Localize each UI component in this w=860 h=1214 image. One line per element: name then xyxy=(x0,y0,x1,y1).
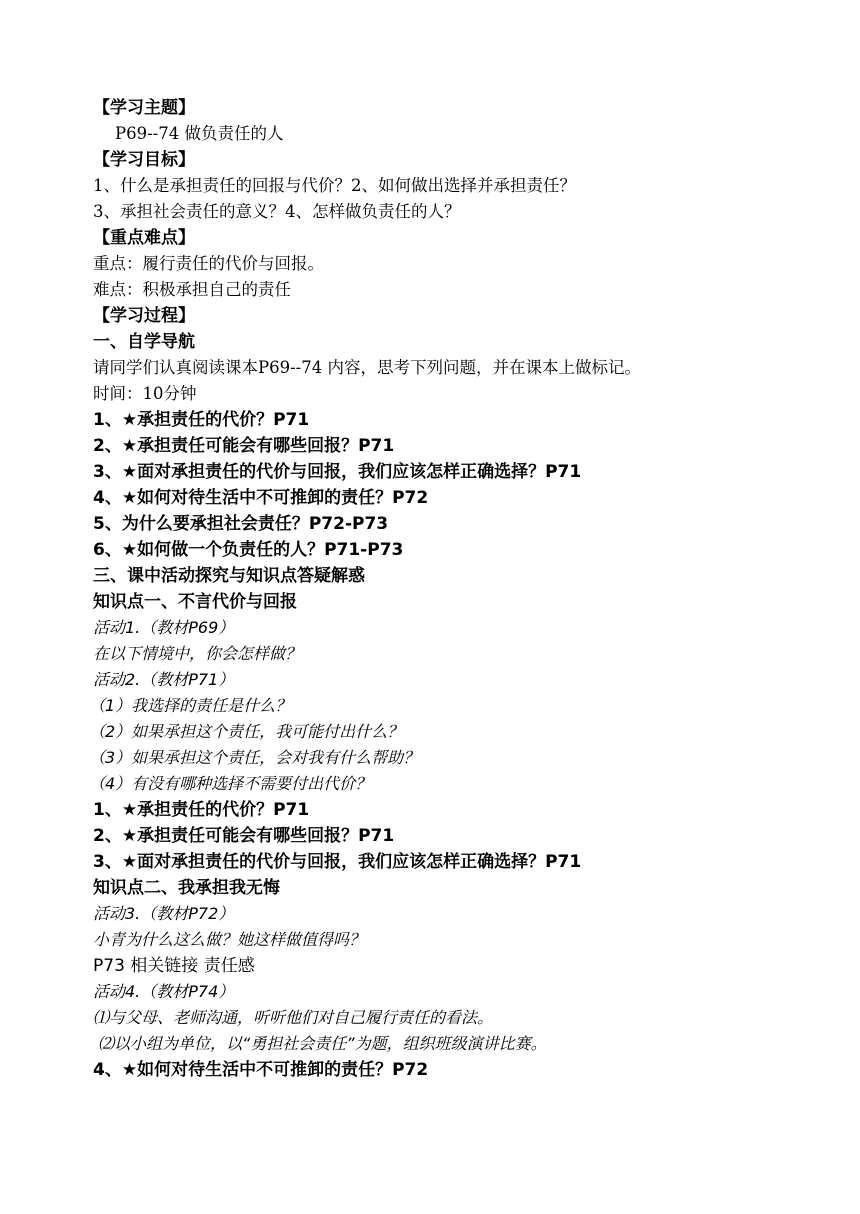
activity-4-label: 活动4.（教材P74） xyxy=(93,982,235,1001)
activity-3-prompt: 小青为什么这么做？她这样做值得吗？ xyxy=(93,930,366,949)
knowledge-point-1-title: 知识点一、不言代价与回报 xyxy=(93,592,297,612)
topic-heading: 【学习主题】 xyxy=(93,98,195,118)
activity-2-item: （1）我选择的责任是什么？ xyxy=(89,696,292,715)
knowledge-point-2-question: 4、★如何对待生活中不可推卸的责任？P72 xyxy=(93,1060,429,1080)
self-study-question: 1、★承担责任的代价？P71 xyxy=(93,410,310,430)
self-study-question: 2、★承担责任可能会有哪些回报？P71 xyxy=(93,436,395,456)
key-point: 重点：履行责任的代价与回报。 xyxy=(93,254,324,273)
related-link: P73 相关链接 责任感 xyxy=(93,956,255,976)
goal-heading: 【学习目标】 xyxy=(93,150,195,170)
key-heading: 【重点难点】 xyxy=(93,228,195,248)
self-study-instruction: 请同学们认真阅读课本P69--74 内容，思考下列问题，并在课本上做标记。 xyxy=(93,358,641,377)
activity-2-item: （2）如果承担这个责任，我可能付出什么？ xyxy=(89,722,404,741)
activity-3-label: 活动3.（教材P72） xyxy=(93,904,235,923)
self-study-question: 3、★面对承担责任的代价与回报，我们应该怎样正确选择？P71 xyxy=(93,462,582,482)
process-heading: 【学习过程】 xyxy=(93,306,195,326)
activity-4-item: ⑵以小组为单位，以“勇担社会责任”为题，组织班级演讲比赛。 xyxy=(98,1034,547,1053)
self-study-question: 6、★如何做一个负责任的人？P71-P73 xyxy=(93,540,404,560)
activity-1-prompt: 在以下情境中，你会怎样做？ xyxy=(93,644,302,663)
goal-line-2: 3、承担社会责任的意义？4、怎样做负责任的人？ xyxy=(93,202,461,221)
knowledge-point-2-title: 知识点二、我承担我无悔 xyxy=(93,878,280,898)
activity-2-label: 活动2.（教材P71） xyxy=(93,670,235,689)
difficult-point: 难点：积极承担自己的责任 xyxy=(93,280,291,299)
self-study-time: 时间：10分钟 xyxy=(93,384,197,403)
self-study-question: 5、为什么要承担社会责任？P72-P73 xyxy=(93,514,389,534)
activity-1-label: 活动1.（教材P69） xyxy=(93,618,235,637)
activity-2-item: （3）如果承担这个责任，会对我有什么帮助？ xyxy=(89,748,420,767)
activity-2-item: （4）有没有哪种选择不需要付出代价？ xyxy=(89,774,372,793)
goal-line-1: 1、什么是承担责任的回报与代价？2、如何做出选择并承担责任？ xyxy=(93,176,576,195)
topic-text: P69--74 做负责任的人 xyxy=(115,124,284,143)
self-study-question: 4、★如何对待生活中不可推卸的责任？P72 xyxy=(93,488,429,508)
activity-4-item: ⑴与父母、老师沟通，听听他们对自己履行责任的看法。 xyxy=(93,1008,494,1027)
self-study-heading: 一、自学导航 xyxy=(93,332,195,352)
class-activity-heading: 三、课中活动探究与知识点答疑解惑 xyxy=(93,566,365,586)
knowledge-point-1-question: 3、★面对承担责任的代价与回报，我们应该怎样正确选择？P71 xyxy=(93,852,582,872)
knowledge-point-1-question: 2、★承担责任可能会有哪些回报？P71 xyxy=(93,826,395,846)
knowledge-point-1-question: 1、★承担责任的代价？P71 xyxy=(93,800,310,820)
